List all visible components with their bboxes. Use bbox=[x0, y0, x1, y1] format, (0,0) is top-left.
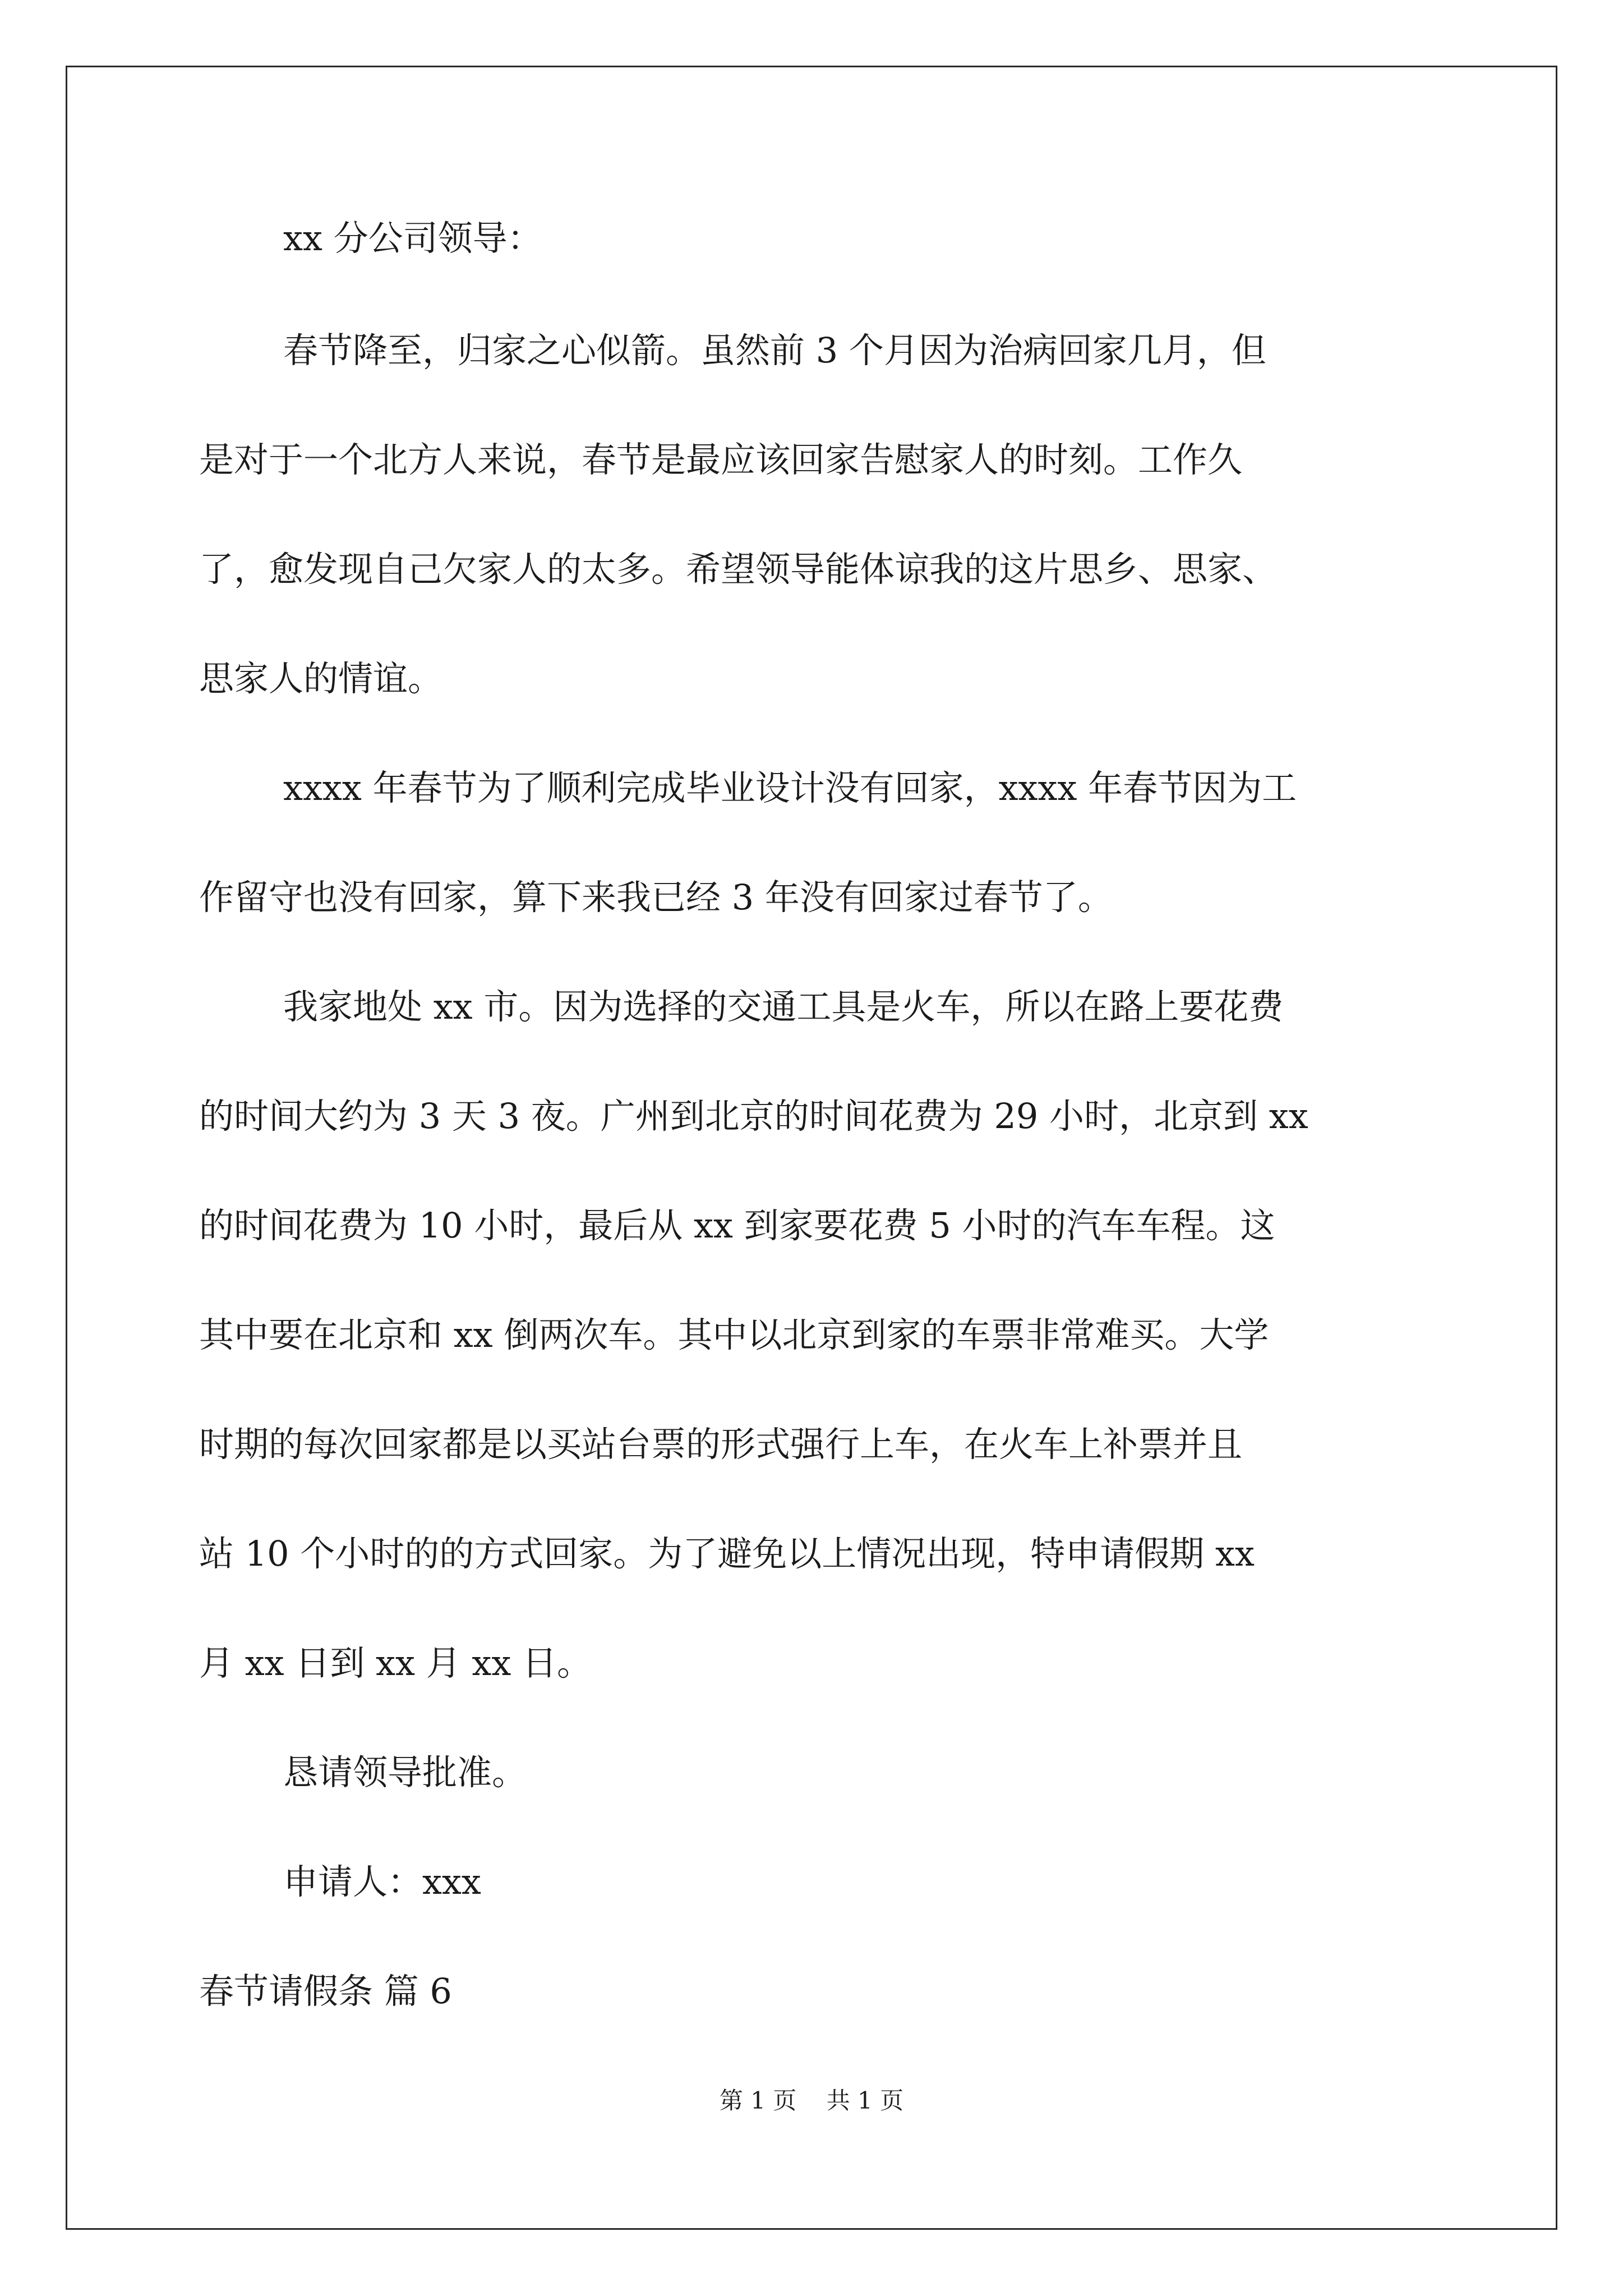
paragraph-1-line-3: 了，愈发现自己欠家人的太多。希望领导能体谅我的这片思乡、思家、 bbox=[199, 549, 1278, 590]
paragraph-3-line-1: 我家地处 xx 市。因为选择的交通工具是火车，所以在路上要花费 bbox=[283, 986, 1284, 1027]
salutation: xx 分公司领导： bbox=[283, 218, 542, 259]
paragraph-1-line-4: 思家人的情谊。 bbox=[199, 658, 443, 699]
paragraph-3-line-5: 时期的每次回家都是以买站台票的形式强行上车，在火车上补票并且 bbox=[199, 1424, 1243, 1465]
paragraph-3-line-3: 的时间花费为 10 小时，最后从 xx 到家要花费 5 小时的汽车车程。这 bbox=[199, 1205, 1275, 1246]
paragraph-2-line-2: 作留守也没有回家，算下来我已经 3 年没有回家过春节了。 bbox=[199, 877, 1113, 918]
paragraph-1-line-2: 是对于一个北方人来说，春节是最应该回家告慰家人的时刻。工作久 bbox=[199, 439, 1243, 480]
paragraph-3-line-2: 的时间大约为 3 天 3 夜。广州到北京的时间花费为 29 小时，北京到 xx bbox=[199, 1096, 1308, 1137]
page-footer: 第 1 页 共 1 页 bbox=[719, 2087, 904, 2114]
closing-request: 恳请领导批准。 bbox=[283, 1752, 527, 1793]
paragraph-3-line-7: 月 xx 日到 xx 月 xx 日。 bbox=[199, 1642, 592, 1683]
paragraph-3-line-4: 其中要在北京和 xx 倒两次车。其中以北京到家的车票非常难买。大学 bbox=[199, 1314, 1269, 1355]
paragraph-1-line-1: 春节降至，归家之心似箭。虽然前 3 个月因为治病回家几月，但 bbox=[283, 330, 1266, 371]
next-section-heading: 春节请假条 篇 6 bbox=[199, 1971, 452, 2012]
page-border bbox=[66, 66, 1557, 2230]
applicant-signature: 申请人：xxx bbox=[283, 1861, 481, 1902]
paragraph-3-line-6: 站 10 个小时的的方式回家。为了避免以上情况出现，特申请假期 xx bbox=[199, 1533, 1255, 1574]
paragraph-2-line-1: xxxx 年春节为了顺利完成毕业设计没有回家，xxxx 年春节因为工 bbox=[283, 767, 1297, 808]
